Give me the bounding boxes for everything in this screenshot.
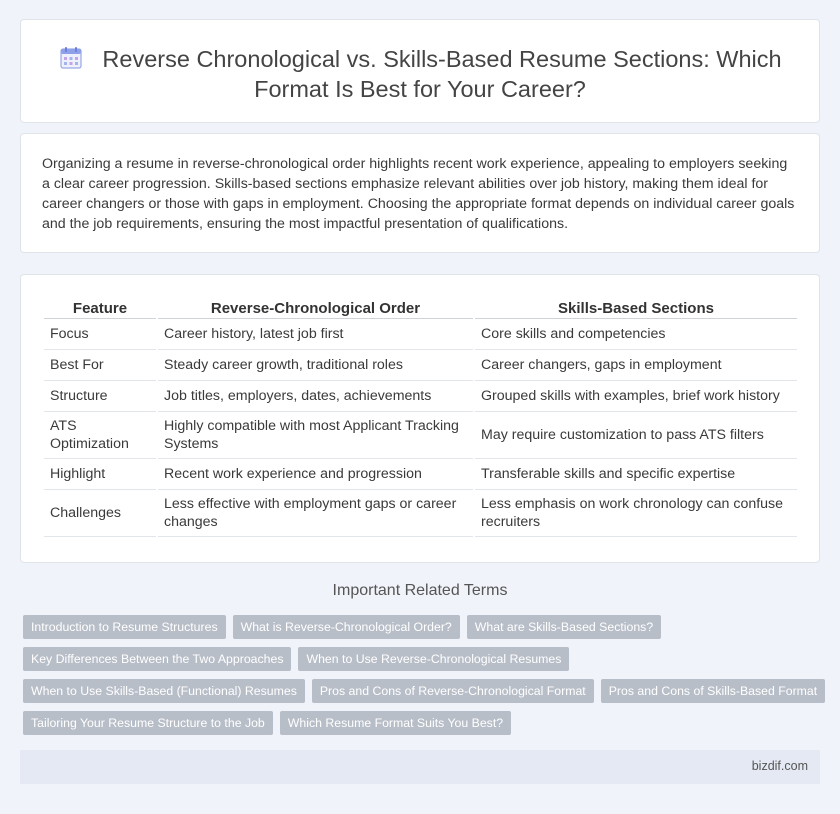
intro-card <box>20 133 820 253</box>
tag-link[interactable]: When to Use Skills-Based (Functional) Resumes <box>23 679 305 703</box>
related-terms-tags <box>23 615 818 743</box>
tag-link[interactable]: Key Differences Between the Two Approaches <box>23 647 291 671</box>
tag-link[interactable]: What are Skills-Based Sections? <box>467 615 661 639</box>
table-row <box>44 381 797 412</box>
intro-paragraph: Organizing a resume in reverse-chronological order highlights recent work experience, appealing to employers seeking a clear career progression. Skills-based sections emphasize relevant abilities over job history, making them ideal for career changers or those with gaps in employment. Choosing the appropriate format depends on individual career goals and the job requirements, ensuring the most impactful presentation of qualifications. <box>42 156 795 232</box>
tag-row <box>23 615 813 639</box>
tag-row <box>23 679 818 703</box>
table-header-row <box>44 297 797 319</box>
cell-reverse: Career history, latest job first <box>158 319 473 350</box>
tag-link[interactable]: What is Reverse-Chronological Order? <box>233 615 460 639</box>
cell-skills: May require customization to pass ATS filters <box>475 412 797 459</box>
tag-link[interactable]: Pros and Cons of Reverse-Chronological Format <box>312 679 594 703</box>
tag-link[interactable]: When to Use Reverse-Chronological Resumes <box>298 647 569 671</box>
page-title-wrap <box>21 44 819 104</box>
header-skills-based: Skills-Based Sections <box>475 297 797 319</box>
tag-row <box>23 647 813 671</box>
cell-skills: Career changers, gaps in employment <box>475 350 797 381</box>
cell-reverse: Less effective with employment gaps or career changes <box>158 490 473 537</box>
comparison-table <box>42 297 799 537</box>
related-terms-title: Important Related Terms <box>332 582 508 599</box>
calendar-icon <box>58 45 84 71</box>
table-row <box>44 319 797 350</box>
cell-skills: Grouped skills with examples, brief work history <box>475 381 797 412</box>
page-title: Reverse Chronological vs. Skills-Based Resume Sections: Which Format Is Best for Your Career? <box>102 46 782 102</box>
cell-feature: Highlight <box>44 459 156 490</box>
header-card <box>20 19 820 123</box>
tag-link[interactable]: Which Resume Format Suits You Best? <box>280 711 511 735</box>
table-row <box>44 350 797 381</box>
cell-reverse: Steady career growth, traditional roles <box>158 350 473 381</box>
cell-skills: Core skills and competencies <box>475 319 797 350</box>
cell-feature: Best For <box>44 350 156 381</box>
cell-reverse: Job titles, employers, dates, achievements <box>158 381 473 412</box>
cell-reverse: Highly compatible with most Applicant Tracking Systems <box>158 412 473 459</box>
cell-feature: Structure <box>44 381 156 412</box>
header-feature: Feature <box>44 297 156 319</box>
cell-feature: Challenges <box>44 490 156 537</box>
cell-skills: Transferable skills and specific expertise <box>475 459 797 490</box>
cell-skills: Less emphasis on work chronology can confuse recruiters <box>475 490 797 537</box>
tag-link[interactable]: Tailoring Your Resume Structure to the Job <box>23 711 273 735</box>
cell-reverse: Recent work experience and progression <box>158 459 473 490</box>
comparison-card <box>20 274 820 563</box>
tag-link[interactable]: Introduction to Resume Structures <box>23 615 226 639</box>
header-reverse-chronological: Reverse-Chronological Order <box>158 297 473 319</box>
footer-bar <box>20 750 820 784</box>
tag-row <box>23 711 813 735</box>
table-row <box>44 490 797 537</box>
table-row <box>44 412 797 459</box>
tag-link[interactable]: Pros and Cons of Skills-Based Format <box>601 679 825 703</box>
table-row <box>44 459 797 490</box>
footer-site[interactable]: bizdif.com <box>751 759 808 773</box>
cell-feature: Focus <box>44 319 156 350</box>
cell-feature: ATS Optimization <box>44 412 156 459</box>
